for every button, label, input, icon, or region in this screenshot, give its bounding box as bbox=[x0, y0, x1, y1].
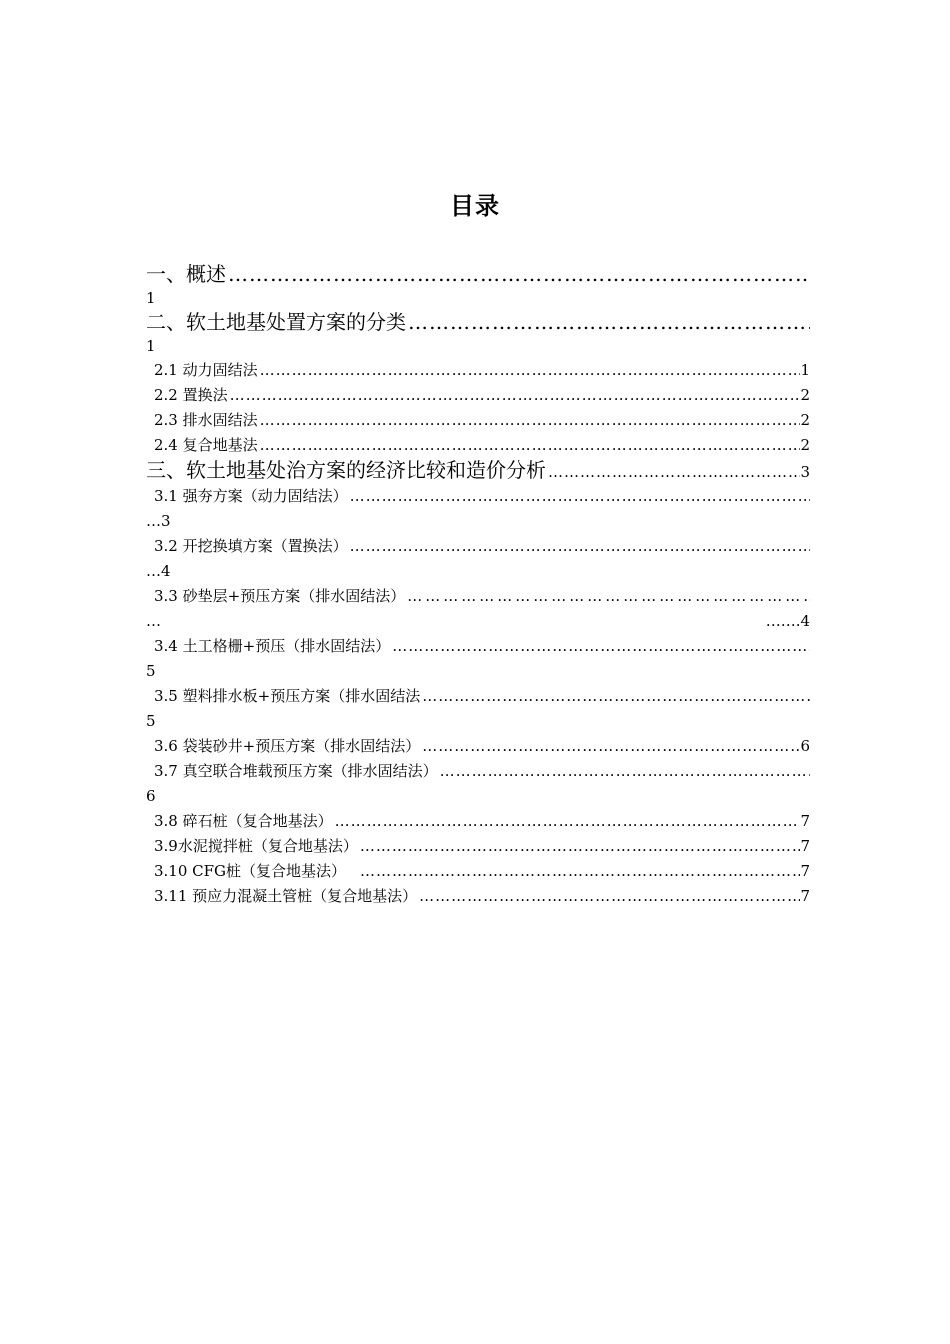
toc-entry[interactable] bbox=[146, 884, 810, 909]
dot-leader bbox=[228, 262, 810, 286]
toc-entry[interactable] bbox=[146, 408, 810, 433]
toc-entry-label: 3.9水泥搅拌桩（复合地基法） bbox=[154, 837, 358, 855]
toc-entry-page: 1 bbox=[800, 361, 810, 379]
toc-entry[interactable] bbox=[146, 433, 810, 458]
toc-entry-page: 5 bbox=[146, 712, 156, 730]
toc-entry-page: 6 bbox=[800, 737, 810, 755]
dot-leader bbox=[422, 734, 800, 759]
toc-entry-label: 二、软土地基处置方案的分类 bbox=[146, 310, 406, 334]
toc-entry-label: 2.2 置换法 bbox=[154, 386, 228, 404]
toc-entry[interactable] bbox=[146, 759, 810, 809]
toc-entry[interactable] bbox=[146, 634, 810, 684]
toc-entry-page: 7 bbox=[800, 862, 810, 880]
toc-entry-label: 2.4 复合地基法 bbox=[154, 436, 258, 454]
toc-entry[interactable] bbox=[146, 458, 810, 484]
toc-entry-label: 3.3 砂垫层+预压方案（排水固结法） bbox=[154, 587, 406, 605]
toc-entry-page: 2 bbox=[800, 436, 810, 454]
dot-leader bbox=[407, 584, 810, 609]
toc-entry[interactable] bbox=[146, 484, 810, 534]
dot-leader bbox=[260, 433, 801, 458]
toc-entry-label: 3.5 塑料排水板+预压方案（排水固结法 bbox=[154, 687, 421, 705]
toc-entry-page: 3 bbox=[800, 463, 810, 481]
dot-leader bbox=[440, 759, 810, 784]
toc-entry-page: 2 bbox=[800, 411, 810, 429]
toc-entry-page: 7 bbox=[800, 887, 810, 905]
toc-entry-label: 3.2 开挖换填方案（置换法） bbox=[154, 537, 348, 555]
dot-leader bbox=[408, 310, 810, 334]
dot-leader bbox=[260, 408, 801, 433]
toc-entry-page: …3 bbox=[146, 512, 171, 530]
toc-entry-label: 3.1 强夯方案（动力固结法） bbox=[154, 487, 348, 505]
toc-entry-label: 一、概述 bbox=[146, 262, 226, 286]
dot-leader bbox=[392, 634, 810, 659]
toc-entry-page: 7 bbox=[800, 812, 810, 830]
table-of-contents bbox=[146, 262, 810, 909]
dot-leader bbox=[335, 809, 801, 834]
toc-entry-label: 3.7 真空联合堆载预压方案（排水固结法） bbox=[154, 762, 438, 780]
toc-entry[interactable] bbox=[146, 684, 810, 734]
toc-entry-label: 3.11 预应力混凝土管桩（复合地基法） bbox=[154, 887, 418, 905]
toc-title: 目录 bbox=[450, 192, 500, 220]
dot-leader bbox=[360, 834, 801, 859]
toc-entry-page: 2 bbox=[800, 386, 810, 404]
toc-entry-label: 2.3 排水固结法 bbox=[154, 411, 258, 429]
toc-entry-label: 2.1 动力固结法 bbox=[154, 361, 258, 379]
dot-leader bbox=[350, 484, 810, 509]
toc-entry[interactable] bbox=[146, 734, 810, 759]
toc-entry[interactable] bbox=[146, 809, 810, 834]
toc-entry-page: 5 bbox=[146, 662, 156, 680]
toc-entry[interactable] bbox=[146, 534, 810, 584]
dot-leader bbox=[548, 460, 800, 484]
toc-entry[interactable] bbox=[146, 834, 810, 859]
toc-entry-page: 1 bbox=[146, 289, 156, 307]
toc-entry[interactable] bbox=[146, 262, 810, 310]
toc-entry[interactable] bbox=[146, 383, 810, 408]
toc-entry-page: 6 bbox=[146, 787, 156, 805]
dot-leader bbox=[422, 684, 810, 709]
toc-entry-label: 3.8 碎石桩（复合地基法） bbox=[154, 812, 333, 830]
toc-entry-page: …….4 bbox=[765, 612, 810, 630]
toc-entry-label: 3.6 袋装砂井+预压方案（排水固结法） bbox=[154, 737, 421, 755]
toc-entry[interactable] bbox=[146, 584, 810, 634]
dot-leader bbox=[360, 859, 800, 884]
toc-entry-label: 3.10 CFG桩（复合地基法） bbox=[154, 862, 347, 880]
dot-leader bbox=[419, 884, 800, 909]
toc-entry-label: 3.4 土工格栅+预压（排水固结法） bbox=[154, 637, 391, 655]
dot-leader bbox=[350, 534, 810, 559]
toc-entry-page: …4 bbox=[146, 562, 171, 580]
toc-entry[interactable] bbox=[146, 358, 810, 383]
dot-leader-continued: … bbox=[146, 612, 161, 630]
dot-leader bbox=[260, 358, 801, 383]
toc-entry-page: 7 bbox=[800, 837, 810, 855]
toc-entry[interactable] bbox=[146, 310, 810, 358]
dot-leader bbox=[230, 383, 801, 408]
toc-entry-page: 1 bbox=[146, 337, 156, 355]
toc-entry[interactable] bbox=[146, 859, 810, 884]
toc-entry-label: 三、软土地基处治方案的经济比较和造价分析 bbox=[146, 458, 546, 482]
